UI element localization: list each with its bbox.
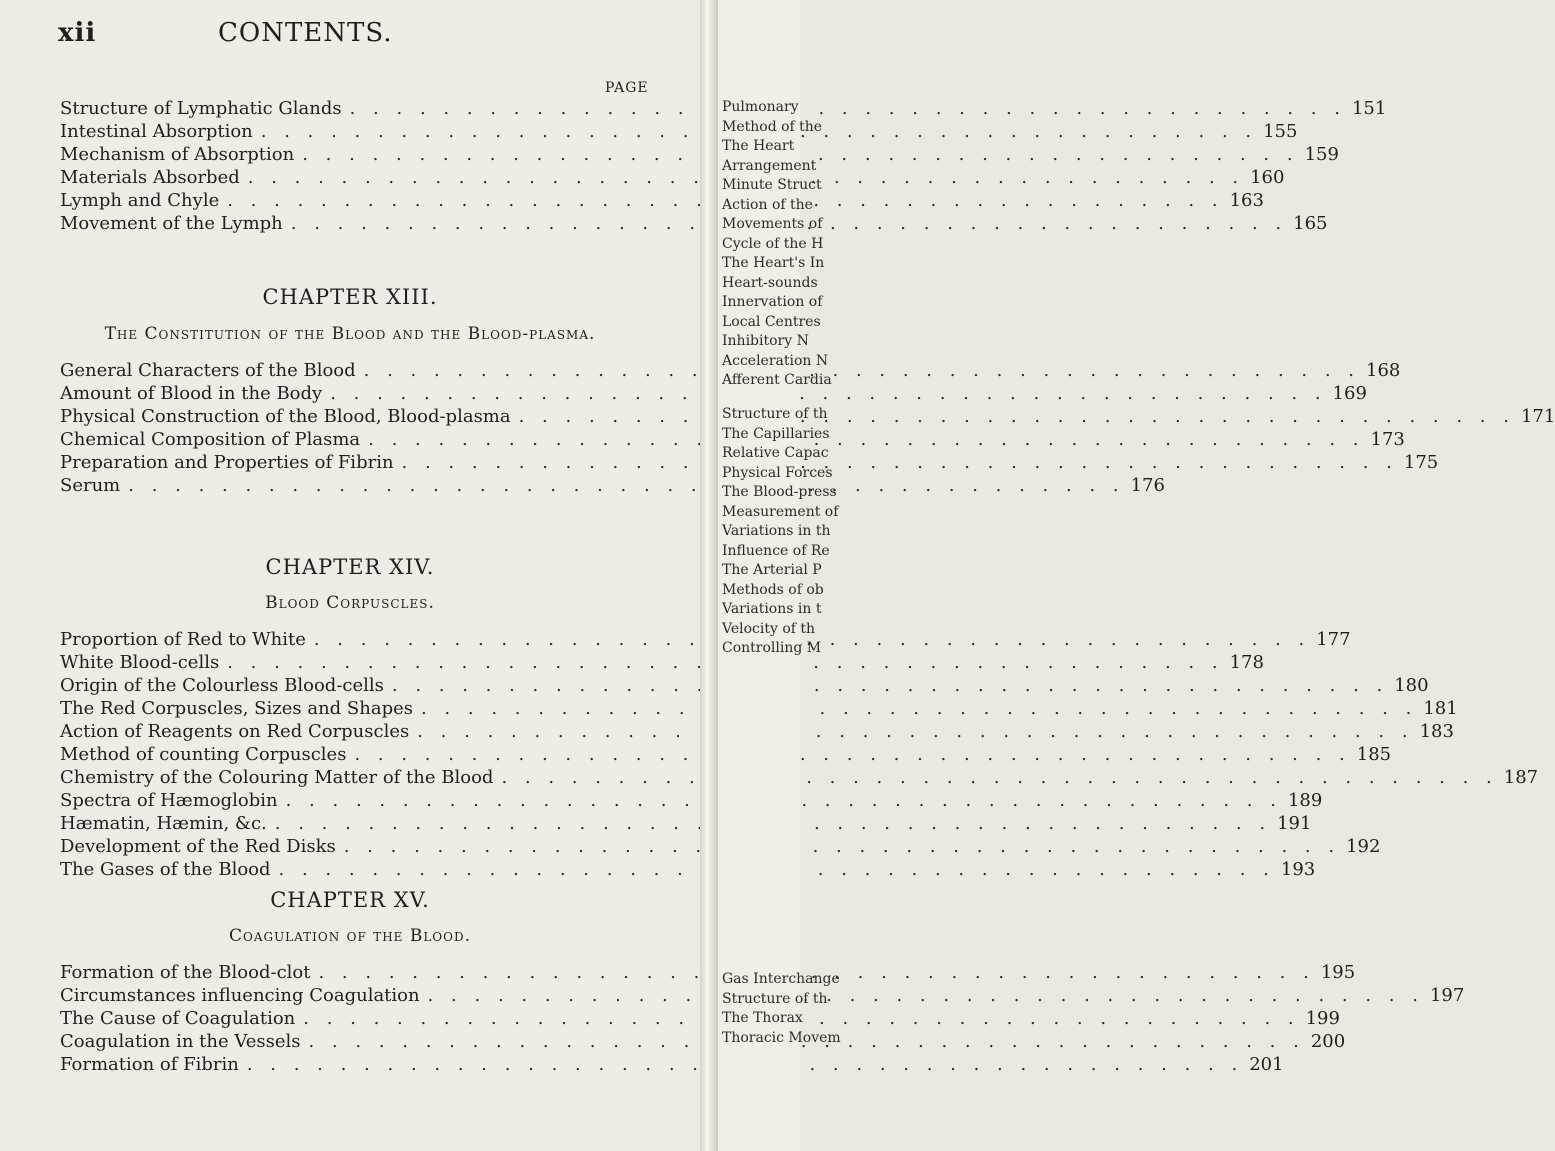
entry-title: Structure of Lymphatic Glands [60, 98, 342, 119]
entry-page-number: 181 [1423, 698, 1458, 719]
facing-page-line: Movements of [722, 216, 823, 232]
entry-title: Chemistry of the Colouring Matter of the Blood [60, 767, 494, 788]
page-column-label: PAGE [605, 80, 649, 96]
entry-page-number: 197 [1429, 985, 1465, 1006]
chapter-subtitle: Blood Corpuscles. [265, 593, 435, 613]
facing-page-line: The Heart's In [722, 255, 825, 271]
entry-page-number: 193 [1280, 859, 1316, 880]
dot-leader [346, 743, 1350, 766]
entry-page-number: 199 [1305, 1008, 1340, 1029]
facing-page-line: Methods of ob [722, 581, 824, 598]
toc-entry [60, 835, 1381, 858]
facing-page-line: Physical Forces [722, 464, 833, 481]
dot-leader [120, 474, 1124, 497]
dot-leader [413, 697, 1417, 720]
facing-page-line: Variations in t [722, 601, 822, 617]
dot-leader [394, 451, 1398, 474]
chapter-subtitle: Coagulation of the Blood. [228, 926, 472, 946]
entry-title: The Gases of the Blood [60, 859, 271, 880]
entry-title: Mechanism of Absorption [60, 144, 295, 165]
facing-page-line: Action of the [722, 196, 813, 213]
entry-title: Movement of the Lymph [60, 213, 283, 234]
facing-page-line: Local Centres [722, 313, 821, 330]
facing-page-line: Minute Struct [722, 177, 822, 193]
chapter-heading: CHAPTER XV. [270, 888, 430, 912]
toc-entry [60, 858, 1316, 881]
entry-page-number: 176 [1130, 475, 1165, 496]
facing-page-line: Cycle of the H [722, 235, 824, 252]
entry-title: General Characters of the Blood [60, 360, 356, 381]
facing-page-line: Arrangement [722, 157, 817, 174]
entry-title: Proportion of Red to White [60, 629, 306, 650]
chapter-heading: CHAPTER XIV. [265, 555, 435, 579]
entry-title: Development of the Red Disks [60, 836, 336, 857]
entry-page-number: 185 [1356, 744, 1392, 765]
entry-page-number: 189 [1287, 790, 1323, 811]
entry-title: Preparation and Properties of Fibrin [60, 452, 394, 473]
page-title: CONTENTS. [218, 18, 393, 48]
facing-page-line: The Capillaries [722, 425, 830, 442]
entry-title: Origin of the Colourless Blood-cells [60, 675, 384, 696]
entry-title: Spectra of Hæmoglobin [60, 790, 278, 811]
entry-title: Method of counting Corpuscles [60, 744, 347, 765]
facing-page-line: Relative Capac [722, 445, 829, 461]
facing-page-line: Afferent Cardia [722, 372, 832, 388]
chapter-subtitle: The Constitution of the Blood and the Blood-plasma. [104, 324, 596, 344]
entry-title: The Cause of Coagulation [60, 1008, 296, 1029]
facing-page-line: Variations in th [722, 523, 831, 539]
entry-page-number: 155 [1263, 121, 1298, 142]
entry-title: Physical Construction of the Blood, Blood-plasma [60, 406, 511, 427]
dot-leader [384, 674, 1388, 697]
page-number: xii [58, 18, 97, 48]
facing-page-edge [718, 0, 841, 1151]
entry-page-number: 171 [1520, 406, 1555, 427]
entry-title: Formation of Fibrin [60, 1054, 239, 1075]
entry-page-number: 151 [1351, 98, 1387, 119]
entry-title: Coagulation in the Vessels [60, 1031, 301, 1052]
toc-entry [60, 812, 1312, 835]
facing-page-line: Method of the [722, 118, 823, 135]
entry-title: Circumstances influencing Coagulation [60, 985, 420, 1006]
entry-title: Intestinal Absorption [60, 121, 253, 142]
toc-entry [60, 1053, 1284, 1076]
facing-page-line: Innervation of [722, 294, 823, 310]
facing-page-fragments [722, 405, 838, 659]
toc-entry [60, 766, 1539, 789]
entry-title: Hæmatin, Hæmin, &c. [60, 813, 267, 834]
facing-page-line: The Blood-press [722, 484, 837, 500]
toc-entry [60, 697, 1458, 720]
entry-title: Amount of Blood in the Body [60, 383, 323, 404]
entry-page-number: 163 [1229, 190, 1264, 211]
entry-title: White Blood-cells [60, 652, 220, 673]
entry-page-number: 195 [1320, 962, 1356, 983]
entry-title: Lymph and Chyle [60, 190, 220, 211]
facing-page-fragments [722, 970, 841, 1048]
page-header [58, 18, 678, 58]
facing-page-line: The Thorax [722, 1010, 803, 1026]
toc-entry [60, 789, 1323, 812]
toc-entry [60, 674, 1429, 697]
toc-entry [60, 382, 1367, 405]
dot-leader [493, 766, 1497, 789]
entry-page-number: 165 [1293, 213, 1328, 234]
entry-title: Chemical Composition of Plasma [60, 429, 361, 450]
entry-page-number: 173 [1370, 429, 1405, 450]
facing-page-line: Structure of th [722, 990, 828, 1007]
toc-entry [60, 651, 1264, 674]
entry-title: The Red Corpuscles, Sizes and Shapes [60, 698, 413, 719]
entry-page-number: 175 [1403, 452, 1439, 473]
toc-entry [60, 743, 1392, 766]
facing-page-line: Thoracic Movem [722, 1029, 841, 1046]
facing-page-line: Acceleration N [722, 352, 829, 369]
facing-page-line: Inhibitory N [722, 333, 809, 349]
dot-leader [420, 984, 1424, 1007]
facing-page-line: Controlling M [722, 640, 822, 656]
facing-page-line: Influence of Re [722, 542, 830, 559]
toc-entry [60, 720, 1454, 743]
facing-page-line: Heart-sounds [722, 274, 818, 291]
entry-title: Action of Reagents on Red Corpuscles [60, 721, 410, 742]
entry-page-number: 160 [1250, 167, 1285, 188]
dot-leader [409, 720, 1413, 743]
entry-page-number: 177 [1316, 629, 1351, 650]
entry-page-number: 159 [1304, 144, 1339, 165]
entry-title: Formation of the Blood-clot [60, 962, 311, 983]
entry-page-number: 178 [1229, 652, 1264, 673]
facing-page-line: Measurement of [722, 503, 839, 520]
dot-leader [336, 835, 1340, 858]
dot-leader [360, 428, 1364, 451]
dot-leader [511, 405, 1515, 428]
facing-page-line: The Arterial P [722, 562, 822, 578]
entry-page-number: 200 [1310, 1031, 1346, 1052]
facing-page-line: Pulmonary [722, 99, 799, 115]
entry-page-number: 201 [1249, 1054, 1284, 1075]
entry-page-number: 169 [1332, 383, 1367, 404]
facing-page-line: The Heart [722, 138, 795, 154]
entry-page-number: 192 [1346, 836, 1381, 857]
entry-title: Materials Absorbed [60, 167, 240, 188]
facing-page-line: Velocity of th [722, 620, 816, 637]
entry-page-number: 191 [1277, 813, 1312, 834]
entry-page-number: 168 [1366, 360, 1401, 381]
entry-page-number: 183 [1419, 721, 1454, 742]
facing-page-line: Gas Interchange [722, 971, 840, 987]
entry-page-number: 180 [1394, 675, 1429, 696]
facing-page-line: Structure of th [722, 406, 828, 422]
chapter-heading: CHAPTER XIII. [262, 285, 438, 309]
entry-title: Serum [60, 475, 121, 496]
book-gutter [700, 0, 718, 1151]
dot-leader [342, 97, 1346, 120]
entry-page-number: 187 [1503, 767, 1539, 788]
dot-leader [356, 359, 1360, 382]
facing-page-fragments [722, 98, 832, 391]
